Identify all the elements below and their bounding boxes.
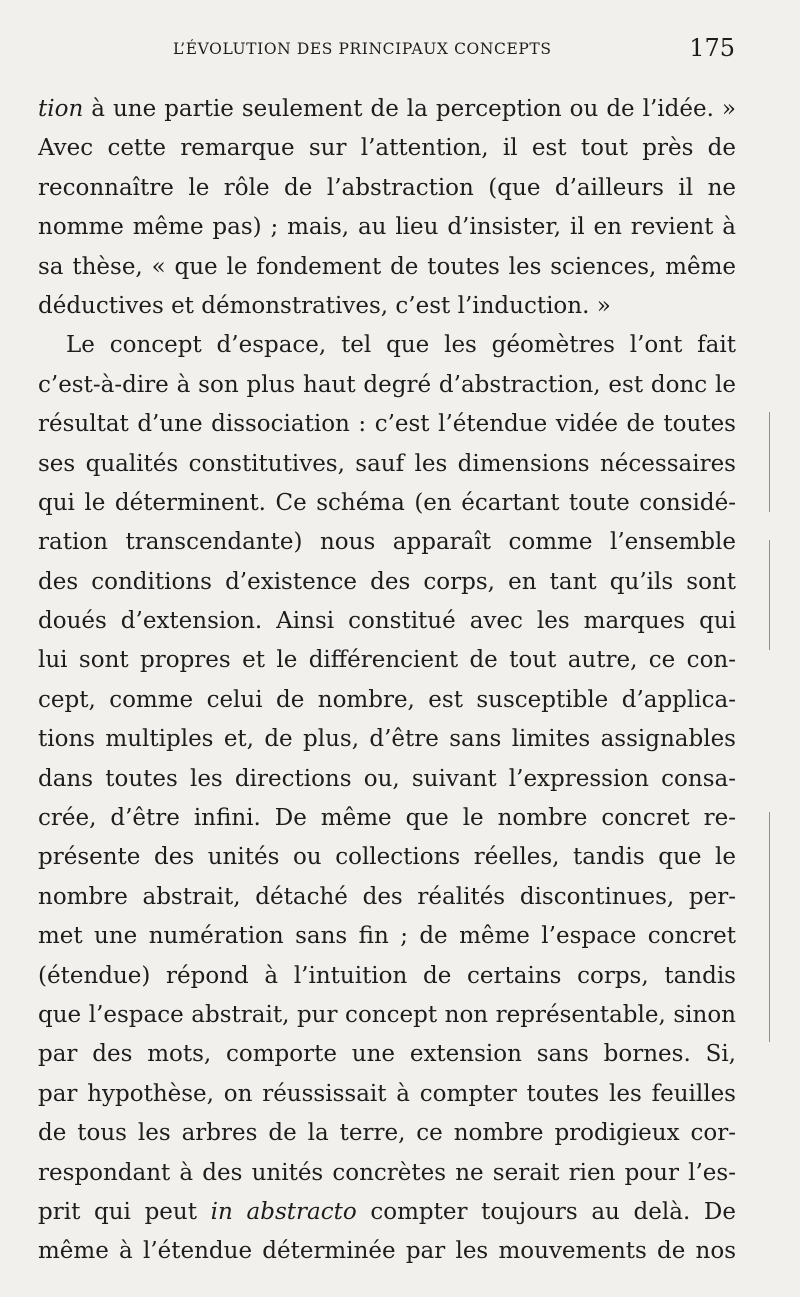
text-line bbox=[38, 1193, 736, 1232]
text-line bbox=[38, 838, 736, 877]
text-segment: que l’espace abstrait, pur concept non représentable, sinon bbox=[38, 1001, 736, 1028]
text-segment: de tous les arbres de la terre, ce nombre prodigieux cor- bbox=[38, 1120, 736, 1147]
text-segment: respondant à des unités concrètes ne serait rien pour l’es- bbox=[38, 1159, 736, 1186]
margin-pencil-mark bbox=[751, 540, 770, 650]
body-text bbox=[38, 90, 736, 1272]
text-segment: cept, comme celui de nombre, est susceptible d’applica- bbox=[38, 686, 736, 713]
text-line bbox=[38, 90, 736, 129]
text-line bbox=[38, 523, 736, 562]
text-segment: Le concept d’espace, tel que les géomètres l’ont fait bbox=[66, 332, 736, 359]
text-segment: par des mots, comporte une extension sans bornes. Si, bbox=[38, 1041, 736, 1068]
text-segment: présente des unités ou collections réelles, tandis que le bbox=[38, 844, 736, 871]
text-segment: reconnaître le rôle de l’abstraction (que d’ailleurs il ne bbox=[38, 174, 736, 201]
text-line bbox=[38, 996, 736, 1035]
text-line bbox=[38, 878, 736, 917]
text-line bbox=[38, 957, 736, 996]
text-segment: des conditions d’existence des corps, en tant qu’ils sont bbox=[38, 568, 736, 595]
text-segment: nomme même pas) ; mais, au lieu d’insister, il en revient à bbox=[38, 214, 736, 241]
text-line bbox=[38, 248, 736, 287]
text-segment: résultat d’une dissociation : c’est l’étendue vidée de toutes bbox=[38, 411, 736, 438]
margin-pencil-mark bbox=[751, 412, 770, 512]
text-segment: même à l’étendue déterminée par les mouvements de nos bbox=[38, 1238, 736, 1265]
text-segment: sa thèse, « que le fondement de toutes les sciences, même bbox=[38, 253, 736, 280]
margin-pencil-mark bbox=[751, 812, 770, 1042]
running-title: L’ÉVOLUTION DES PRINCIPAUX CONCEPTS bbox=[173, 40, 552, 58]
text-line bbox=[38, 208, 736, 247]
text-line bbox=[38, 681, 736, 720]
page-header bbox=[40, 34, 735, 68]
text-segment: met une numération sans fin ; de même l’espace concret bbox=[38, 923, 736, 950]
text-segment: (étendue) répond à l’intuition de certains corps, tandis bbox=[38, 962, 736, 989]
text-line bbox=[38, 287, 736, 326]
italic-segment: in abstracto bbox=[210, 1198, 357, 1225]
text-segment: ration transcendante) nous apparaît comme l’ensemble bbox=[38, 529, 736, 556]
text-segment: prit qui peut bbox=[38, 1198, 211, 1225]
text-segment: par hypothèse, on réussissait à compter toutes les feuilles bbox=[38, 1080, 736, 1107]
text-line bbox=[38, 563, 736, 602]
text-segment: qui le déterminent. Ce schéma (en écartant toute considé- bbox=[38, 489, 736, 516]
text-segment: tions multiples et, de plus, d’être sans limites assignables bbox=[38, 726, 736, 753]
text-segment: déductives et démonstratives, c’est l’induction. » bbox=[38, 292, 611, 319]
text-line bbox=[38, 1075, 736, 1114]
text-line bbox=[38, 169, 736, 208]
text-line bbox=[38, 760, 736, 799]
text-segment: doués d’extension. Ainsi constitué avec les marques qui bbox=[38, 608, 736, 635]
text-segment: dans toutes les directions ou, suivant l’expression consa- bbox=[38, 765, 736, 792]
text-segment: c’est-à-dire à son plus haut degré d’abstraction, est donc le bbox=[38, 371, 736, 398]
text-segment: à une partie seulement de la perception ou de l’idée. » bbox=[83, 96, 736, 122]
text-segment: nombre abstrait, détaché des réalités discontinues, per- bbox=[38, 883, 736, 910]
text-line bbox=[38, 405, 736, 444]
text-line bbox=[38, 484, 736, 523]
text-line bbox=[38, 602, 736, 641]
text-segment: compter toujours au delà. De bbox=[356, 1198, 736, 1225]
text-line bbox=[38, 366, 736, 405]
text-line bbox=[38, 129, 736, 168]
text-segment: lui sont propres et le différencient de tout autre, ce con- bbox=[38, 647, 736, 674]
text-segment: Avec cette remarque sur l’attention, il est tout près de bbox=[38, 135, 736, 162]
text-line bbox=[38, 1232, 736, 1271]
text-line bbox=[38, 720, 736, 759]
text-line bbox=[38, 641, 736, 680]
text-segment: ses qualités constitutives, sauf les dimensions nécessaires bbox=[38, 450, 736, 477]
text-segment: crée, d’être infini. De même que le nombre concret re- bbox=[38, 805, 736, 832]
text-line bbox=[38, 1154, 736, 1193]
text-line bbox=[38, 917, 736, 956]
text-line bbox=[38, 799, 736, 838]
text-line bbox=[38, 445, 736, 484]
italic-segment: tion bbox=[38, 96, 84, 122]
text-line bbox=[38, 1035, 736, 1074]
text-line bbox=[38, 326, 736, 365]
page-number: 175 bbox=[689, 34, 735, 62]
text-line bbox=[38, 1114, 736, 1153]
